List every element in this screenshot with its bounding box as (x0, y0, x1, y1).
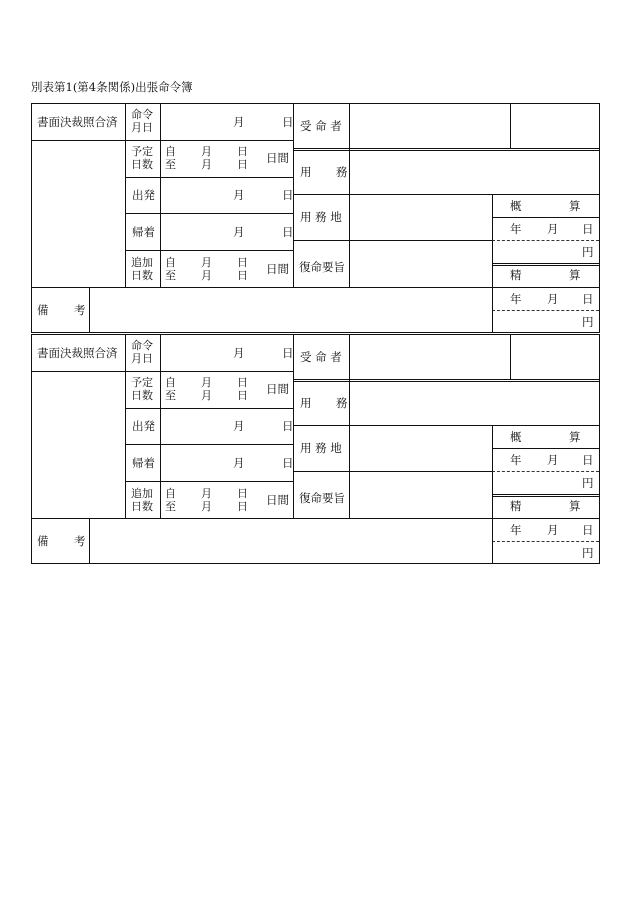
rule (492, 494, 599, 495)
return-label: 帰着 (132, 225, 155, 239)
rule (125, 408, 293, 409)
rule (492, 265, 599, 266)
year-label: 年 (510, 292, 522, 306)
border-left (31, 334, 32, 564)
year-label: 年 (510, 222, 522, 236)
day-labels: 日 日 (237, 376, 248, 402)
rule (510, 334, 511, 380)
departure-label: 出発 (132, 188, 155, 202)
day-label: 日 (282, 115, 294, 129)
rule (293, 148, 599, 149)
rule (125, 444, 293, 445)
month-labels: 月 月 (201, 487, 212, 513)
day-label: 日 (582, 222, 594, 236)
month-labels: 月 月 (201, 376, 212, 402)
month-label: 月 (233, 188, 245, 202)
business-label-yo: 用 (300, 165, 312, 179)
business-label-mu: 務 (336, 165, 348, 179)
month-label: 月 (233, 456, 245, 470)
dashed-rule (492, 471, 599, 472)
rule (125, 103, 126, 287)
days-count-label: 日間 (266, 382, 289, 396)
report-summary-label: 復命要旨 (299, 260, 345, 274)
rule (125, 481, 293, 482)
report-summary-label: 復命要旨 (299, 491, 345, 505)
month-label: 月 (547, 453, 559, 467)
rule (293, 150, 599, 151)
rule (510, 103, 511, 149)
border-right (599, 334, 600, 564)
border-top (31, 103, 600, 104)
destination-label: 用 務 地 (300, 210, 342, 224)
remarks-label-bi: 備 (37, 303, 49, 317)
dashed-rule (492, 541, 599, 542)
rule (31, 287, 492, 288)
estimate-label-san: 算 (569, 199, 581, 213)
border-bottom (31, 332, 600, 333)
rule (160, 103, 161, 287)
planned-days-label: 予定 日数 (131, 145, 153, 171)
dashed-rule (492, 310, 599, 311)
border-bottom (31, 563, 600, 564)
rule (349, 334, 350, 518)
day-label: 日 (582, 292, 594, 306)
rule (293, 379, 599, 380)
business-label-yo: 用 (300, 396, 312, 410)
rule (160, 334, 161, 518)
month-labels: 月 月 (201, 256, 212, 282)
year-label: 年 (510, 523, 522, 537)
from-to-labels: 自 至 (165, 256, 176, 282)
day-label: 日 (282, 346, 294, 360)
page-title: 別表第1(第4条関係)出張命令簿 (31, 80, 193, 94)
days-count-label: 日間 (266, 151, 289, 165)
border-top (31, 334, 600, 335)
rule (125, 250, 293, 251)
rule (125, 213, 293, 214)
from-to-labels: 自 至 (165, 487, 176, 513)
estimate-label-gai: 概 (510, 199, 522, 213)
rule (31, 140, 125, 141)
rule (293, 194, 492, 195)
settlement-label-sei: 精 (510, 499, 522, 513)
rule (293, 381, 599, 382)
day-label: 日 (282, 188, 294, 202)
day-labels: 日 日 (237, 487, 248, 513)
from-to-labels: 自 至 (165, 145, 176, 171)
day-labels: 日 日 (237, 256, 248, 282)
days-count-label: 日間 (266, 493, 289, 507)
rule (89, 287, 90, 333)
meirei-date-label: 命令 月日 (131, 108, 153, 134)
rule (89, 518, 90, 564)
day-label: 日 (282, 419, 294, 433)
recipient-label: 受 命 者 (300, 350, 342, 364)
month-label: 月 (547, 523, 559, 537)
days-count-label: 日間 (266, 262, 289, 276)
dashed-rule (492, 240, 599, 241)
settlement-label-san: 算 (569, 499, 581, 513)
rule (31, 371, 125, 372)
month-label: 月 (233, 419, 245, 433)
rule (492, 287, 599, 288)
additional-days-label: 追加 日数 (131, 487, 153, 513)
yen-label: 円 (582, 546, 594, 560)
rule (492, 263, 599, 264)
rule (293, 240, 492, 241)
rule (492, 425, 599, 426)
remarks-label-ko: 考 (74, 534, 86, 548)
remarks-label-ko: 考 (74, 303, 86, 317)
rule (125, 140, 293, 141)
settlement-label-sei: 精 (510, 268, 522, 282)
rule (492, 448, 599, 449)
additional-days-label: 追加 日数 (131, 256, 153, 282)
rule (125, 334, 126, 518)
rule (492, 496, 599, 497)
rule (293, 471, 492, 472)
border-right (599, 103, 600, 333)
remarks-label-bi: 備 (37, 534, 49, 548)
rule (349, 103, 350, 287)
month-label: 月 (233, 346, 245, 360)
day-label: 日 (582, 523, 594, 537)
shomen-label: 書面決裁照合済 (37, 346, 118, 360)
return-label: 帰着 (132, 456, 155, 470)
rule (492, 518, 599, 519)
month-label: 月 (547, 222, 559, 236)
recipient-label: 受 命 者 (300, 119, 342, 133)
business-label-mu: 務 (336, 396, 348, 410)
rule (492, 194, 493, 333)
rule (492, 194, 599, 195)
estimate-label-san: 算 (569, 430, 581, 444)
meirei-date-label: 命令 月日 (131, 339, 153, 365)
rule (293, 425, 492, 426)
yen-label: 円 (582, 315, 594, 329)
planned-days-label: 予定 日数 (131, 376, 153, 402)
month-label: 月 (233, 115, 245, 129)
estimate-label-gai: 概 (510, 430, 522, 444)
rule (125, 177, 293, 178)
rule (31, 518, 492, 519)
month-label: 月 (233, 225, 245, 239)
departure-label: 出発 (132, 419, 155, 433)
rule (125, 371, 293, 372)
rule (492, 425, 493, 564)
rule (492, 217, 599, 218)
yen-label: 円 (582, 476, 594, 490)
day-label: 日 (282, 225, 294, 239)
border-left (31, 103, 32, 333)
day-label: 日 (282, 456, 294, 470)
month-label: 月 (547, 292, 559, 306)
day-labels: 日 日 (237, 145, 248, 171)
from-to-labels: 自 至 (165, 376, 176, 402)
settlement-label-san: 算 (569, 268, 581, 282)
yen-label: 円 (582, 245, 594, 259)
year-label: 年 (510, 453, 522, 467)
destination-label: 用 務 地 (300, 441, 342, 455)
shomen-label: 書面決裁照合済 (37, 115, 118, 129)
month-labels: 月 月 (201, 145, 212, 171)
day-label: 日 (582, 453, 594, 467)
